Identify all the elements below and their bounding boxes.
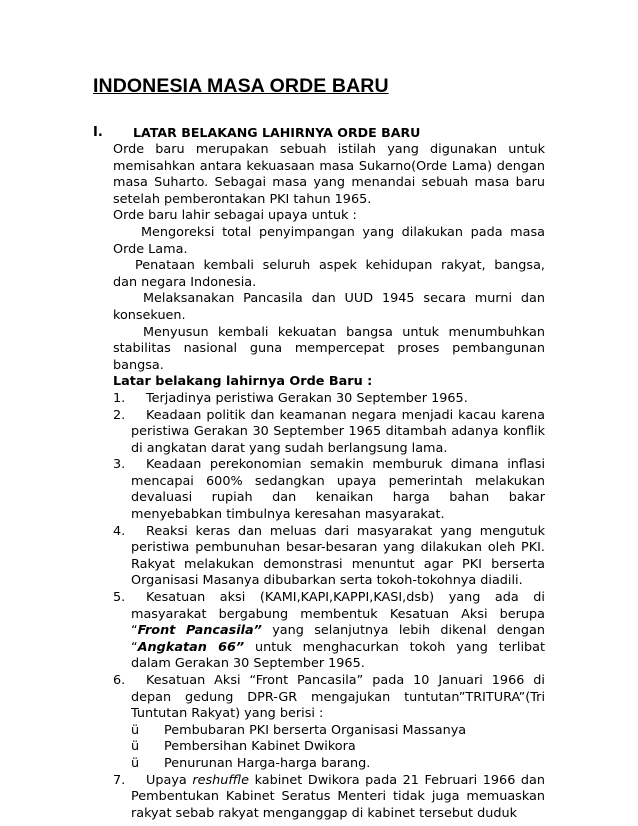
section-number: I.: [93, 125, 103, 140]
page-title: INDONESIA MASA ORDE BARU: [93, 75, 389, 97]
list-item: [113, 408, 545, 458]
upaya-heading: Orde baru lahir sebagai upaya untuk :: [113, 208, 357, 224]
tritura-text: Pembersihan Kabinet Dwikora: [164, 739, 356, 755]
text-run: Kesatuan aksi (KAMI,KAPI,KAPPI,KASI,dsb) yang ada di masyarakat bergabung membentuk Kesatuan Aksi berupa “: [131, 590, 545, 639]
list-text: [131, 773, 545, 823]
tritura-item: [131, 723, 545, 740]
tritura-list: [131, 723, 545, 773]
checkmark-icon: ü: [131, 739, 140, 755]
list-number: 6.: [113, 673, 126, 688]
list-text: Keadaan perekonomian semakin memburuk dimana inflasi mencapai 600% sedangkan upaya pemerintah melakukan devaluasi rupiah dan kenaikan harga bahan bakar menyebabkan timbulnya keresahan masyarakat.: [131, 457, 545, 523]
list-number: 4.: [113, 523, 126, 539]
list-number: 2.: [113, 407, 126, 423]
tritura-text: Pembubaran PKI berserta Organisasi Massanya: [164, 722, 467, 738]
text-run: untuk menghacurkan tokoh yang terlibat dalam Gerakan 30 September 1965.: [131, 639, 545, 672]
upaya-item: Menyusun kembali kekuatan bangsa untuk menumbuhkan stabilitas nasional guna mempercepat proses pembangunan bangsa.: [113, 324, 545, 373]
text-run: Upaya: [146, 772, 193, 788]
list-number: 7.: [113, 772, 126, 788]
section-body: [113, 142, 545, 822]
list-text: Keadaan politik dan keamanan negara menjadi kacau karena peristiwa Gerakan 30 September 1965 ditambah adanya konflik di angkatan darat yang sudah berlangsung lama.: [131, 407, 545, 456]
front-pancasila-label: Front Pancasila”: [137, 623, 262, 639]
list-item: [113, 590, 545, 673]
list-item: [113, 524, 545, 590]
tritura-item: [131, 739, 545, 756]
angkatan-66-label: Angkatan 66”: [137, 639, 245, 655]
upaya-item: Penataan kembali seluruh aspek kehidupan rakyat, bangsa, dan negara Indonesia.: [113, 258, 545, 290]
list-number: 5.: [113, 590, 126, 606]
reshuffle-term: reshuffle: [192, 772, 249, 788]
list-item: [113, 457, 545, 523]
list-text: [131, 590, 545, 673]
list-item: [113, 391, 545, 408]
checkmark-icon: ü: [131, 755, 140, 771]
latar-list: [113, 391, 545, 822]
upaya-item: Mengoreksi total penyimpangan yang dilakukan pada masa Orde Lama.: [113, 224, 545, 257]
list-number: 1.: [113, 390, 126, 406]
tritura-text: Penurunan Harga-harga barang.: [164, 755, 371, 771]
list-text: Kesatuan Aksi “Front Pancasila” pada 10 Januari 1966 di depan gedung DPR-GR mengajukan tuntutan”TRITURA”(Tri Tuntutan Rakyat) yang berisi :: [131, 673, 545, 722]
latar-heading: Latar belakang lahirnya Orde Baru :: [113, 374, 373, 390]
list-item: [113, 673, 545, 773]
section-heading: LATAR BELAKANG LAHIRNYA ORDE BARU: [133, 125, 421, 140]
list-item: [113, 773, 545, 823]
intro-paragraph: Orde baru merupakan sebuah istilah yang digunakan untuk memisahkan antara kekuasaan masa Sukarno(Orde Lama) dengan masa Suharto. Sebagai masa yang menandai sebuah masa baru setelah pemberontakan PKI tahun 1965.: [113, 142, 545, 207]
text-run: yang selanjutnya lebih dikenal dengan “: [131, 623, 545, 655]
checkmark-icon: ü: [131, 722, 140, 738]
list-text: Terjadinya peristiwa Gerakan 30 September 1965.: [146, 390, 468, 406]
list-text: Reaksi keras dan meluas dari masyarakat yang mengutuk peristiwa pembunuhan besar-besaran yang dilakukan oleh PKI. Rakyat melakukan demonstrasi menuntut agar PKI berserta Organisasi Masanya dibubarkan serta tokoh-tokohnya diadili.: [131, 523, 545, 589]
upaya-item: Melaksanakan Pancasila dan UUD 1945 secara murni dan konsekuen.: [113, 291, 545, 323]
list-number: 3.: [113, 457, 126, 473]
text-run: kabinet Dwikora pada 21 Februari 1966 dan Pembentukan Kabinet Seratus Menteri tidak juga memuaskan rakyat sebab rakyat menganggap di kabinet tersebut duduk: [131, 772, 545, 821]
tritura-item: [131, 756, 545, 773]
